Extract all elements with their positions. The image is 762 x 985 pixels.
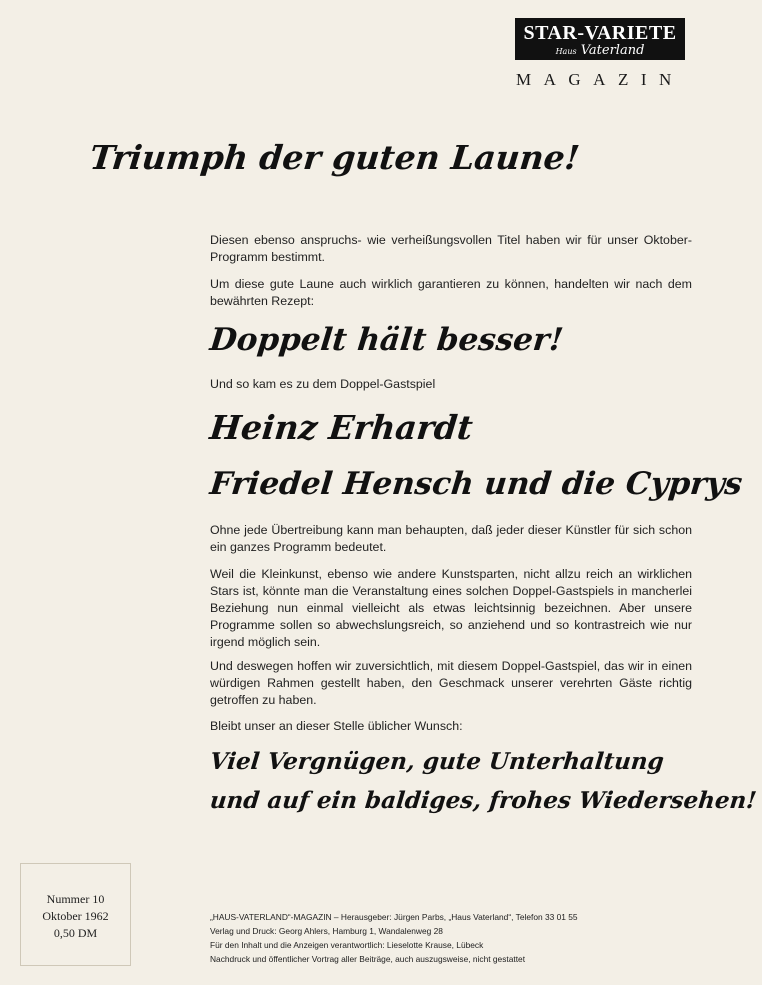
- issue-number: Nummer 10: [46, 892, 105, 906]
- logo-vaterland: Vaterland: [580, 43, 645, 58]
- logo-title: STAR-VARIETE: [523, 22, 677, 44]
- imprint-line-copyright: Nachdruck und öffentlicher Vortrag aller Beiträge, auch auszugsweise, nicht gestattet: [210, 954, 526, 964]
- imprint-line-printing: Verlag und Druck: Georg Ahlers, Hamburg 1, Wandalenweg 28: [210, 926, 443, 936]
- headline: Triumph der guten Laune!: [87, 138, 582, 177]
- issue-date: Oktober 1962: [42, 909, 109, 923]
- paragraph-recipe: Um diese gute Laune auch wirklich garantieren zu können, handelten wir nach dem bewährten Rezept:: [210, 277, 692, 308]
- motto-line: Doppelt hält besser!: [208, 322, 565, 358]
- imprint-line-responsible: Für den Inhalt und die Anzeigen verantwortlich: Lieselotte Krause, Lübeck: [210, 940, 484, 950]
- paragraph-hope: Und deswegen hoffen wir zuversichtlich, mit diesem Doppel-Gastspiel, das wir in einen würdigen Rahmen gestellt haben, den Geschmack unserer verehrten Gäste richtig getroffen zu haben.: [210, 659, 692, 707]
- imprint: [210, 910, 690, 966]
- paragraph-kleinkunst: Weil die Kleinkunst, ebenso wie andere Kunstsparten, nicht allzu reich an wirklichen Stars ist, könnte man die Veranstaltung eines solchen Doppel-Gastspiels in mancherlei Beziehung nun einmal vielleicht als etwas leichtsinnig bezeichnen. Aber unsere Programme sollen so abwechslungsreich, so anziehend und so kontrastreich wie nur irgend möglich sein.: [210, 567, 692, 649]
- artist-friedel-hensch: Friedel Hensch und die Cyprys: [208, 466, 745, 502]
- paragraph-gastspiel: Und so kam es zu dem Doppel-Gastspiel: [210, 377, 436, 391]
- artist-heinz-erhardt: Heinz Erhardt: [207, 408, 475, 447]
- wish-line-2: und auf ein baldiges, frohes Wiedersehen!: [208, 787, 758, 814]
- wish-line-1: Viel Vergnügen, gute Unterhaltung: [208, 748, 666, 775]
- magazin-label: MAGAZIN: [516, 70, 684, 89]
- logo-haus: Haus: [555, 47, 577, 56]
- logo-subtitle: [517, 44, 683, 59]
- star-variete-logo: [515, 18, 685, 60]
- imprint-line-publisher: „HAUS-VATERLAND“-MAGAZIN – Herausgeber: Jürgen Parbs, „Haus Vaterland“, Telefon 33 01 55: [210, 912, 578, 922]
- paragraph-intro: Diesen ebenso anspruchs- wie verheißungsvollen Titel haben wir für unser Oktober-Programm bestimmt.: [210, 233, 692, 264]
- issue-info-box: [20, 863, 131, 966]
- paragraph-wish: Bleibt unser an dieser Stelle üblicher Wunsch:: [210, 719, 463, 733]
- issue-price: 0,50 DM: [53, 926, 98, 940]
- paragraph-artists: Ohne jede Übertreibung kann man behaupten, daß jeder dieser Künstler für sich schon ein ganzes Programm bedeutet.: [210, 523, 692, 554]
